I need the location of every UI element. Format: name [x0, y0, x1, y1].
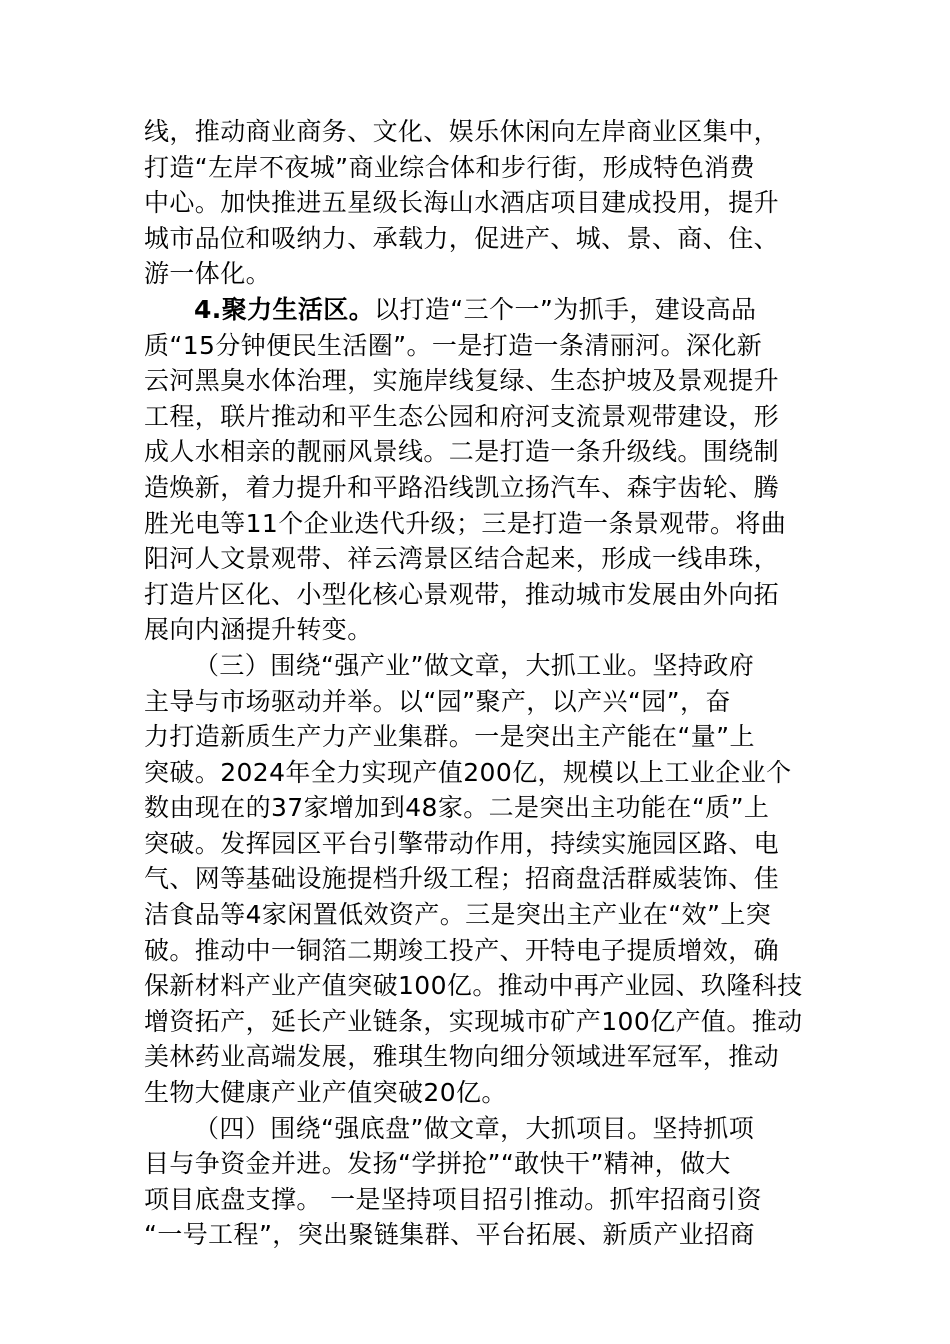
- text-line: 保新材料产业产值突破100亿。推动中再产业园、玖隆科技: [144, 971, 803, 1001]
- text-line: 游一体化。: [144, 259, 272, 289]
- text-line: 打造片区化、小型化核心景观带，推动城市发展由外向拓: [144, 579, 780, 609]
- text-line: 中心。加快推进五星级长海山水酒店项目建成投用，提升: [144, 188, 780, 218]
- paragraph-start-line: （四）围绕“强底盘”做文章，大抓项目。坚持抓项: [194, 1113, 755, 1143]
- text-line: 生物大健康产业产值突破20亿。: [144, 1078, 507, 1108]
- text-line: 突破。2024年全力实现产值200亿，规模以上工业企业个: [144, 757, 792, 787]
- text-line: 胜光电等11个企业迭代升级；三是打造一条景观带。将曲: [144, 508, 787, 538]
- text-line: 力打造新质生产力产业集群。一是突出主产能在“量”上: [144, 722, 755, 752]
- text-line: 造焕新，着力提升和平路沿线凯立扬汽车、森宇齿轮、腾: [144, 472, 780, 502]
- text-line: 目与争资金并进。发扬“学拼抢”“敢快干”精神，做大: [144, 1149, 731, 1179]
- text-line: 工程，联片推动和平生态公园和府河支流景观带建设，形: [144, 401, 780, 431]
- text-line: 项目底盘支撑。 一是坚持项目招引推动。抓牢招商引资: [144, 1184, 762, 1214]
- text-line: 展向内涵提升转变。: [144, 615, 373, 645]
- text-line: 质“15分钟便民生活圈”。一是打造一条清丽河。深化新: [144, 330, 763, 360]
- text-line: 打造“左岸不夜城”商业综合体和步行街，形成特色消费: [144, 152, 755, 182]
- section-heading: 4.聚力生活区。: [194, 294, 375, 324]
- text-line: 美林药业高端发展，雅琪生物向细分领域进军冠军，推动: [144, 1042, 780, 1072]
- text-line: 突破。发挥园区平台引擎带动作用，持续实施园区路、电: [144, 828, 780, 858]
- text-line: 破。推动中一铜箔二期竣工投产、开特电子提质增效，确: [144, 935, 780, 965]
- text-line: 云河黑臭水体治理，实施岸线复绿、生态护坡及景观提升: [144, 366, 780, 396]
- text-line: 城市品位和吸纳力、承载力，促进产、城、景、商、住、: [144, 223, 780, 253]
- body-text: [144, 114, 812, 1253]
- text-line: 气、网等基础设施提档升级工程；招商盘活群威装饰、佳: [144, 864, 780, 894]
- text-line: 洁食品等4家闲置低效资产。三是突出主产业在“效”上突: [144, 900, 772, 930]
- text-line: “一号工程”，突出聚链集群、平台拓展、新质产业招商: [144, 1220, 755, 1250]
- section-heading-text: 以打造“三个一”为抓手，建设高品: [374, 294, 757, 324]
- text-line: 主导与市场驱动并举。以“园”聚产，以产兴“园”，奋: [144, 686, 731, 716]
- text-line: 成人水相亲的靓丽风景线。二是打造一条升级线。围绕制: [144, 437, 780, 467]
- text-line: 数由现在的37家增加到48家。二是突出主功能在“质”上: [144, 793, 770, 823]
- section-heading-line: [144, 292, 812, 328]
- text-line: 阳河人文景观带、祥云湾景区结合起来，形成一线串珠，: [144, 544, 780, 574]
- text-line: 线，推动商业商务、文化、娱乐休闲向左岸商业区集中，: [144, 117, 780, 146]
- paragraph-start-line: （三）围绕“强产业”做文章，大抓工业。坚持政府: [194, 650, 755, 680]
- text-line: 增资拓产，延长产业链条，实现城市矿产100亿产值。推动: [144, 1006, 803, 1036]
